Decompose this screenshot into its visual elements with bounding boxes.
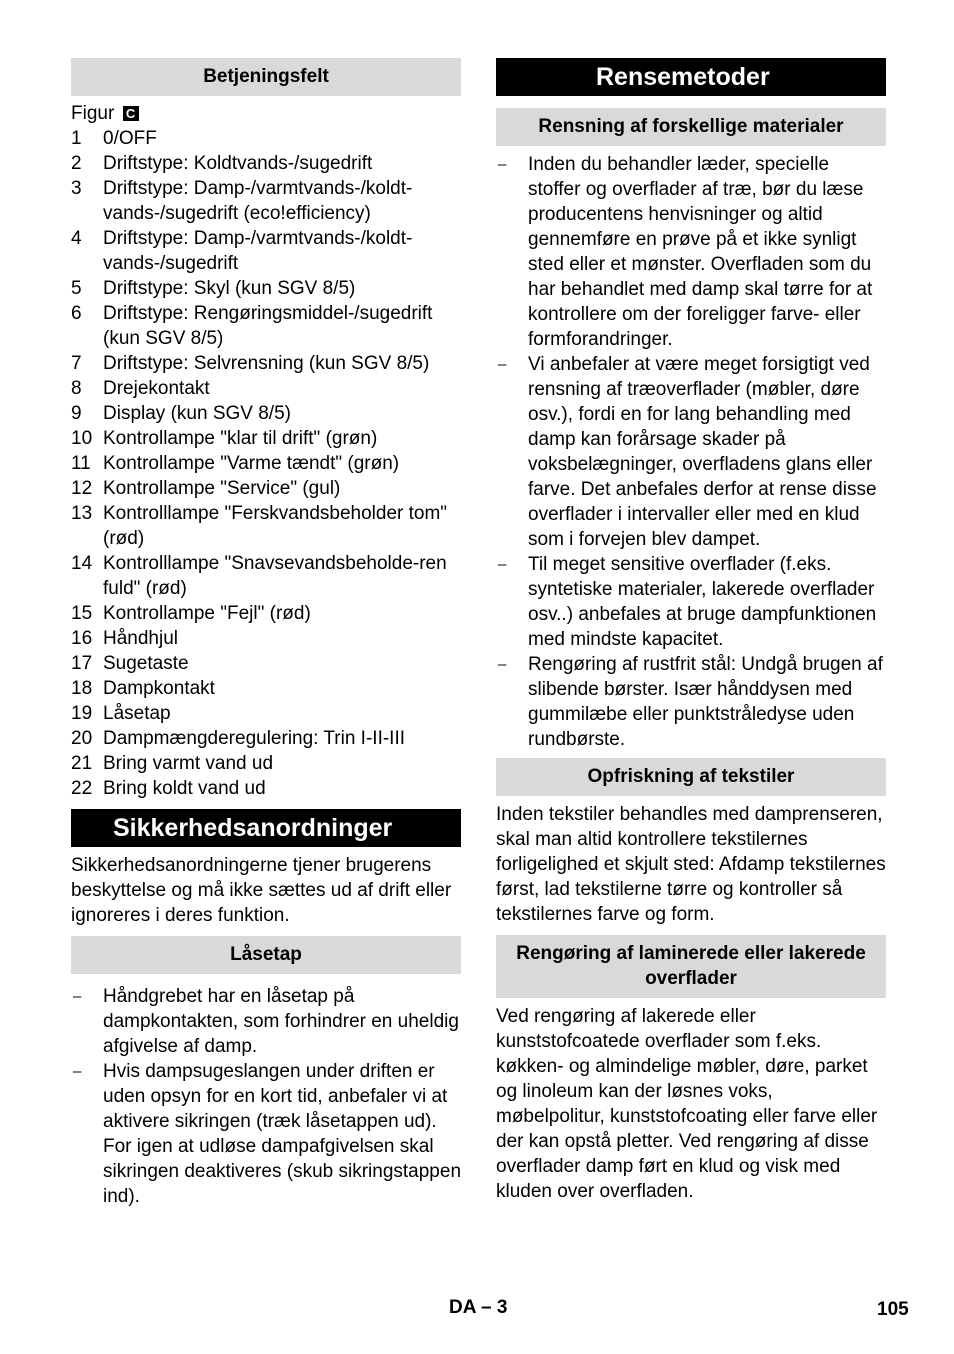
figure-label: Figur [71,103,115,124]
list-item-text: Håndhjul [103,628,178,649]
laminerede-paragraph: Ved rengøring af lakerede eller kunststofcoatede overflader som f.eks. køkken- og almindelige møbler, døre, parket og linoleum kan der løsnes voks, møbelpolitur, kunststofcoating eller farve eller der kan opstå pletter. Ved rengøring af disse overflader damp ført en klud og visk med kluden over overfladen. [496,1006,878,1202]
section-heading-betjeningsfelt: Betjeningsfelt [71,58,461,96]
list-item-number: 17 [71,653,93,674]
tekstiler-paragraph: Inden tekstiler behandles med damprenseren, skal man altid kontrollere tekstilernes forligelighed et skjult sted: Afdamp tekstilernes først, lad tekstilerne tørre og kontroller så tekstilernes farve og form. [496,804,886,925]
list-item-number: 21 [71,753,93,774]
list-item-number: 16 [71,628,93,649]
list-item [71,176,461,226]
list-item-text: 0/OFF [103,128,157,149]
list-item [71,151,461,176]
list-item [71,376,461,401]
list-item-number: 19 [71,703,93,724]
list-item-number: 3 [71,178,82,199]
list-item [71,626,461,651]
list-item [71,751,461,776]
figure-reference [71,101,461,126]
bullet-text: Hvis dampsugeslangen under driften er uden opsyn for en kort tid, anbefaler vi at aktivere sikringen (træk låsetappen ud). For igen at udløse dampafgivelsen skal sikringen deaktiveres (skub sikringstappen ind). [103,1061,462,1207]
dash-bullet-icon: – [498,656,507,673]
list-item-text: Driftstype: Damp-/varmtvands-/koldt-vands-/sugedrift [103,228,413,274]
section-heading-laminerede: Rengøring af laminerede eller lakerede overflader [496,935,886,998]
list-item-text: Kontrollampe "klar til drift" (grøn) [103,428,378,449]
list-item-number: 12 [71,478,93,499]
dash-bullet-icon: – [498,156,507,173]
list-item-number: 2 [71,153,82,174]
list-item-number: 15 [71,603,93,624]
footer-local-page: 3 [496,1297,508,1318]
bullet-text: Til meget sensitive overflader (f.eks. syntetiske materialer, lakerede overflader osv..) anbefales at bruge dampfunktionen med mindste kapacitet. [528,554,877,650]
section-heading-laasetap: Låsetap [71,936,461,974]
list-item-text: Kontrolllampe "Ferskvandsbeholder tom" (rød) [103,503,448,549]
page-number: 105 [877,1299,909,1320]
list-item [71,226,461,276]
list-item-text: Driftstype: Selvrensning (kun SGV 8/5) [103,353,430,374]
section-heading-sikkerhed: Sikkerhedsanordninger [71,809,461,847]
list-item-number: 4 [71,228,82,249]
section-heading-rensemetoder: Rensemetoder [496,58,886,96]
list-item-number: 7 [71,353,82,374]
list-item [71,426,461,451]
footer-lang: DA [449,1297,476,1318]
list-item-text: Kontrollampe "Varme tændt" (grøn) [103,453,400,474]
list-item-number: 20 [71,728,93,749]
left-column [71,58,461,1209]
list-item [71,676,461,701]
right-column [496,58,886,1204]
bullet-item [496,552,886,652]
list-item-text: Bring varmt vand ud [103,753,274,774]
list-item-number: 10 [71,428,93,449]
bullet-item [71,1059,461,1209]
list-item-number: 9 [71,403,82,424]
materialer-bullets [496,152,886,752]
list-item [71,301,461,351]
list-item [71,651,461,676]
list-item [71,476,461,501]
bullet-item [71,984,461,1059]
laasetap-bullets [71,984,461,1209]
list-item-number: 22 [71,778,93,799]
list-item-number: 18 [71,678,93,699]
list-item [71,501,461,551]
footer-language [449,1297,507,1319]
list-item [71,601,461,626]
list-item-number: 5 [71,278,82,299]
list-item-text: Dampmængderegulering: Trin I-II-III [103,728,406,749]
list-item [71,726,461,751]
list-item-text: Låsetap [103,703,171,724]
bullet-text: Inden du behandler læder, specielle stoffer og overflader af træ, bør du læse producentens henvisninger og altid gennemføre en prøve på et ikke synligt sted eller et mønster. Overfladen som du har behandlet med damp skal tørre for at kontrollere om der foreligger farve- eller formforandringer. [528,154,873,350]
list-item-text: Dampkontakt [103,678,215,699]
list-item-number: 8 [71,378,82,399]
list-item-text: Drejekontakt [103,378,210,399]
list-item-text: Driftstype: Rengøringsmiddel-/sugedrift (kun SGV 8/5) [103,303,433,349]
list-item-text: Kontrolllampe "Snavsevandsbeholde-ren fuld" (rød) [103,553,447,599]
list-item-text: Driftstype: Damp-/varmtvands-/koldt-vands-/sugedrift (eco!efficiency) [103,178,413,224]
list-item-number: 14 [71,553,93,574]
list-item-text: Kontrollampe "Service" (gul) [103,478,341,499]
section-heading-tekstiler: Opfriskning af tekstiler [496,758,886,796]
list-item-text: Driftstype: Koldtvands-/sugedrift [103,153,373,174]
bullet-item [496,352,886,552]
dash-bullet-icon: – [73,1063,82,1080]
list-item-number: 6 [71,303,82,324]
list-item [71,776,461,801]
bullet-text: Rengøring af rustfrit stål: Undgå brugen af slibende børster. Især hånddysen med gummilæbe eller punktstråledyse uden rundbørste. [528,654,883,750]
bullet-item [496,152,886,352]
section-heading-materialer: Rensning af forskellige materialer [496,108,886,146]
control-panel-list [71,126,461,801]
bullet-text: Vi anbefaler at være meget forsigtigt ved rensning af træoverflader (møbler, døre osv.), fordi en for lang behandling med damp kan forårsage skader på voksbelægninger, overfladens glans eller farve. Det anbefales derfor at rense disse overflader i intervaller eller med en klud som i forvejen blev dampet. [528,354,877,550]
bullet-text: Håndgrebet har en låsetap på dampkontakten, som forhindrer en uheldig afgivelse af damp. [103,986,459,1057]
dash-bullet-icon: – [73,988,82,1005]
list-item-text: Kontrollampe "Fejl" (rød) [103,603,311,624]
list-item-text: Display (kun SGV 8/5) [103,403,291,424]
footer-dash: – [481,1297,492,1318]
list-item-text: Sugetaste [103,653,189,674]
sikkerhed-paragraph: Sikkerhedsanordningerne tjener brugerens beskyttelse og må ikke sættes ud af drift eller ignoreres i deres funktion. [71,855,452,926]
dash-bullet-icon: – [498,556,507,573]
list-item [71,276,461,301]
list-item [71,551,461,601]
list-item [71,351,461,376]
list-item [71,451,461,476]
list-item [71,126,461,151]
list-item-text: Bring koldt vand ud [103,778,266,799]
list-item-text: Driftstype: Skyl (kun SGV 8/5) [103,278,356,299]
list-item [71,701,461,726]
list-item-number: 1 [71,128,82,149]
list-item [71,401,461,426]
dash-bullet-icon: – [498,356,507,373]
list-item-number: 11 [71,453,91,474]
bullet-item [496,652,886,752]
figure-c-icon: C [123,106,139,121]
list-item-number: 13 [71,503,93,524]
